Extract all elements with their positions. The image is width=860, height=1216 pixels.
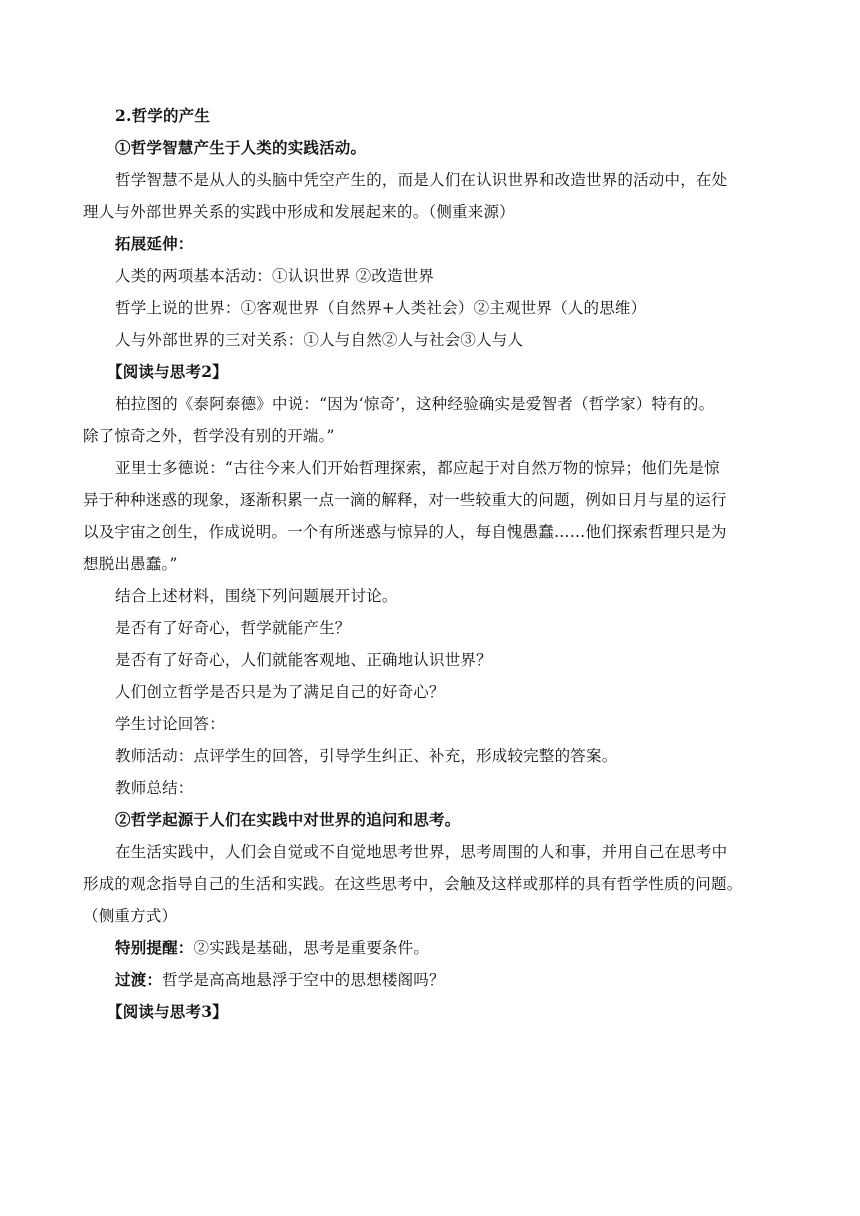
transition-text: 哲学是高高地悬浮于空中的思想楼阁吗？ bbox=[162, 971, 445, 989]
question-line: 是否有了好奇心，哲学就能产生？ bbox=[115, 619, 351, 637]
quote-line: 除了惊奇之外，哲学没有别的开端。” bbox=[83, 427, 335, 445]
paragraph-line: 教师总结： bbox=[115, 779, 194, 797]
quote-line: 想脱出愚蠢。” bbox=[83, 555, 178, 573]
paragraph-line: 结合上述材料，围绕下列问题展开讨论。 bbox=[115, 587, 398, 605]
question-line: 人们创立哲学是否只是为了满足自己的好奇心？ bbox=[115, 683, 445, 701]
paragraph-line: 人与外部世界的三对关系：①人与自然②人与社会③人与人 bbox=[115, 331, 524, 349]
paragraph-line: 形成的观念指导自己的生活和实践。在这些思考中，会触及这样或那样的具有哲学性质的问题。 bbox=[83, 875, 743, 893]
paragraph-line: 在生活实践中，人们会自觉或不自觉地思考世界，思考周围的人和事，并用自己在思考中 bbox=[115, 843, 728, 861]
reminder-label: 特别提醒： bbox=[115, 938, 194, 957]
paragraph-line: 人类的两项基本活动：①认识世界 ②改造世界 bbox=[115, 267, 435, 285]
reading-heading-3: 【阅读与思考3】 bbox=[107, 1002, 228, 1021]
quote-line: 亚里士多德说：“古往今来人们开始哲理探索，都应起于对自然万物的惊异；他们先是惊 bbox=[115, 459, 720, 477]
transition-line bbox=[115, 964, 790, 996]
extension-heading: 拓展延伸： bbox=[115, 234, 194, 253]
quote-line: 以及宇宙之创生，作成说明。一个有所迷惑与惊异的人，每自愧愚蠢……他们探索哲理只是为 bbox=[83, 523, 727, 541]
reminder-text: ②实践是基础，思考是重要条件。 bbox=[193, 939, 430, 957]
question-line: 是否有了好奇心，人们就能客观地、正确地认识世界？ bbox=[115, 651, 492, 669]
paragraph-line: 哲学智慧不是从人的头脑中凭空产生的，而是人们在认识世界和改造世界的活动中，在处 bbox=[115, 171, 728, 189]
paragraph-line: （侧重方式） bbox=[83, 907, 178, 925]
document-body bbox=[83, 100, 790, 1028]
paragraph-line: 理人与外部世界关系的实践中形成和发展起来的。（侧重来源） bbox=[83, 203, 515, 221]
section-heading: 2.哲学的产生 bbox=[115, 106, 211, 125]
quote-line: 异于种种迷惑的现象，逐渐积累一点一滴的解释，对一些较重大的问题，例如日月与星的运行 bbox=[83, 491, 727, 509]
paragraph-line: 学生讨论回答： bbox=[115, 715, 225, 733]
reminder-line bbox=[115, 932, 790, 964]
paragraph-line: 哲学上说的世界：①客观世界（自然界+人类社会）②主观世界（人的思维） bbox=[115, 299, 647, 317]
transition-label: 过渡： bbox=[115, 970, 163, 989]
key-point-1: ①哲学智慧产生于人类的实践活动。 bbox=[115, 138, 367, 157]
quote-line: 柏拉图的《泰阿泰德》中说：“因为‘惊奇’，这种经验确实是爱智者（哲学家）特有的。 bbox=[115, 395, 715, 413]
paragraph-line: 教师活动：点评学生的回答，引导学生纠正、补充，形成较完整的答案。 bbox=[115, 747, 618, 765]
reading-heading-2: 【阅读与思考2】 bbox=[107, 362, 228, 381]
key-point-2: ②哲学起源于人们在实践中对世界的追问和思考。 bbox=[115, 810, 461, 829]
